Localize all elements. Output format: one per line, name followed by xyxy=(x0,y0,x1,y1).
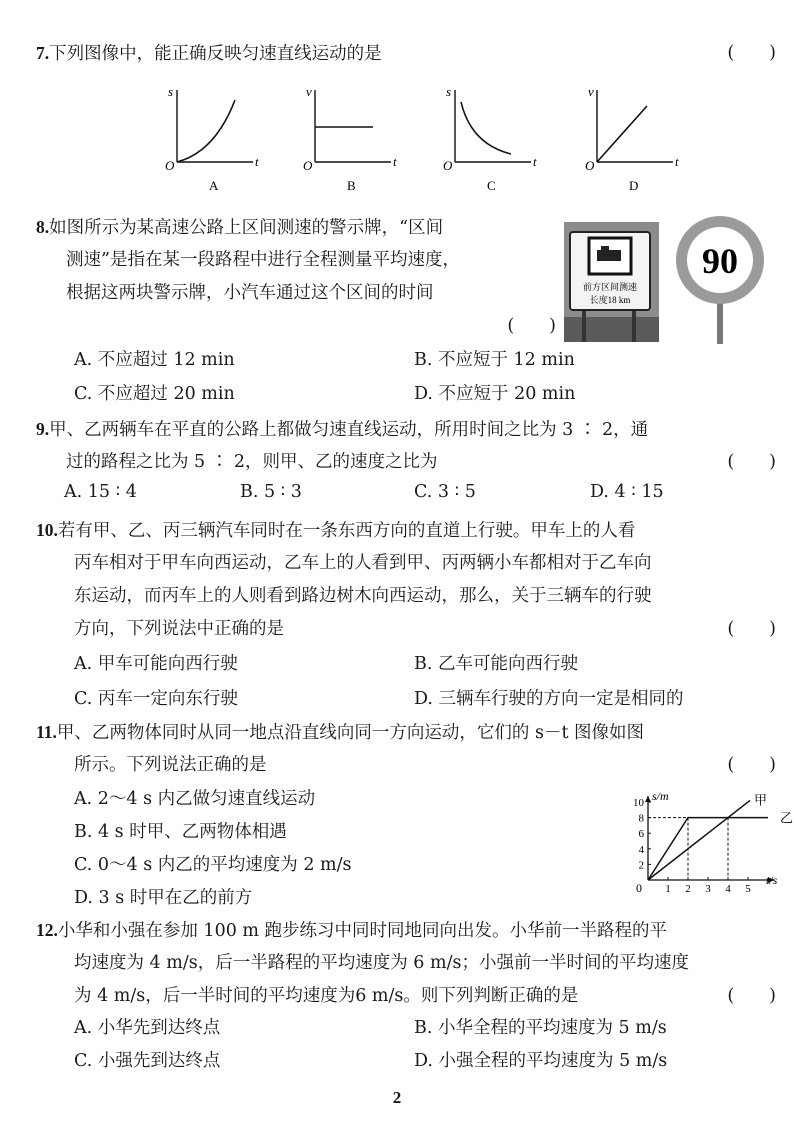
x-tick-label: 1 xyxy=(665,883,671,895)
graph-a-letter: A xyxy=(209,178,219,193)
graph-b-origin: O xyxy=(303,158,313,173)
answer-paren: ( ) xyxy=(727,986,776,1006)
question-number: 8. xyxy=(36,217,50,237)
x-tick-label: 3 xyxy=(705,883,711,895)
sign-text-2: 长度18 km xyxy=(589,295,631,305)
x-tick-label: 4 xyxy=(725,883,731,895)
series-jia-line xyxy=(648,800,750,880)
graph-b-ylabel: v xyxy=(306,84,312,99)
graph-c-xlabel: t xyxy=(533,154,537,169)
question-line: 为 4 m/s，后一半时间的平均速度为6 m/s。则下列判断正确的是 xyxy=(74,986,579,1006)
option-b: B. 不应短于 12 min xyxy=(414,350,575,370)
question-7 xyxy=(36,37,776,70)
graph-d-origin: O xyxy=(585,158,595,173)
question-10 xyxy=(36,514,776,646)
option-b: B. 乙车可能向西行驶 xyxy=(414,654,578,674)
question-8 xyxy=(36,211,556,343)
series-label-yi: 乙 xyxy=(780,810,794,826)
graph-d-xlabel: t xyxy=(675,154,679,169)
question-11 xyxy=(36,716,776,782)
option-b: B. 小华全程的平均速度为 5 m/s xyxy=(414,1018,667,1038)
question-line: 根据这两块警示牌，小汽车通过这个区间的时间 xyxy=(66,283,434,303)
y-tick-label: 10 xyxy=(633,797,644,809)
option-a: A. 甲车可能向西行驶 xyxy=(74,654,238,674)
option-a: A. 小华先到达终点 xyxy=(74,1018,221,1038)
option-a: A. 不应超过 12 min xyxy=(74,350,235,370)
graph-c-letter: C xyxy=(487,178,496,193)
question-12 xyxy=(36,914,776,1013)
question-stem: 下列图像中，能正确反映匀速直线运动的是 xyxy=(49,44,382,64)
question-line: 丙车相对于甲车向西运动，乙车上的人看到甲、丙两辆小车都相对于乙车向 xyxy=(74,553,652,573)
option-c: C. 不应超过 20 min xyxy=(74,384,235,404)
answer-paren: ( ) xyxy=(727,755,776,775)
graph-a-ylabel: s xyxy=(168,84,174,99)
q7-graphs xyxy=(150,82,710,197)
question-number: 12. xyxy=(36,920,58,940)
graph-a-xlabel: t xyxy=(255,154,259,169)
answer-paren: ( ) xyxy=(507,316,556,336)
question-line: 甲、乙两辆车在平直的公路上都做匀速直线运动，所用时间之比为 3 ∶ 2，通 xyxy=(49,420,649,440)
graph-a xyxy=(165,84,259,193)
option-a: A. 15 ∶ 4 xyxy=(64,482,137,502)
answer-paren: ( ) xyxy=(727,452,776,472)
y-axis-label: s/m xyxy=(652,789,669,803)
option-c: C. 3 ∶ 5 xyxy=(414,482,476,502)
question-line: 小华和小强在参加 100 m 跑步练习中同时同地同向出发。小华前一半路程的平 xyxy=(57,921,668,941)
graph-b xyxy=(303,84,397,193)
q11-st-chart xyxy=(618,784,794,895)
graph-c-ylabel: s xyxy=(446,84,452,99)
option-b: B. 4 s 时甲、乙两物体相遇 xyxy=(74,822,287,842)
option-d: D. 小强全程的平均速度为 5 m/s xyxy=(414,1051,668,1071)
y-axis-arrow xyxy=(645,796,651,802)
graph-c-origin: O xyxy=(443,158,453,173)
option-c: C. 小强先到达终点 xyxy=(74,1051,221,1071)
graph-b-xlabel: t xyxy=(393,154,397,169)
option-d: D. 4 ∶ 15 xyxy=(590,482,664,502)
y-tick-label: 2 xyxy=(638,859,644,872)
question-line: 测速”是指在某一段路程中进行全程测量平均速度， xyxy=(66,250,460,270)
answer-paren: ( ) xyxy=(727,43,776,63)
question-line: 方向，下列说法中正确的是 xyxy=(74,619,284,639)
option-a: A. 2～4 s 内乙做匀速直线运动 xyxy=(74,789,316,809)
sign-text-1: 前方区间测速 xyxy=(582,282,638,292)
graph-c xyxy=(443,84,537,193)
option-b: B. 5 ∶ 3 xyxy=(240,482,302,502)
question-9 xyxy=(36,413,776,479)
y-tick-label: 8 xyxy=(638,812,644,825)
option-c: C. 0～4 s 内乙的平均速度为 2 m/s xyxy=(74,855,352,875)
series-label-jia: 甲 xyxy=(754,792,768,808)
question-number: 10. xyxy=(36,520,58,540)
q8-warning-signs xyxy=(564,212,774,344)
question-line: 东运动，而丙车上的人则看到路边树木向西运动，那么，关于三辆车的行驶 xyxy=(74,586,652,606)
question-line: 过的路程之比为 5 ∶ 2，则甲、乙的速度之比为 xyxy=(66,452,438,472)
graph-d xyxy=(585,84,679,193)
question-line: 均速度为 4 m/s，后一半路程的平均速度为 6 m/s；小强前一半时间的平均速度 xyxy=(74,953,689,973)
question-number: 9. xyxy=(36,419,50,439)
option-c: C. 丙车一定向东行驶 xyxy=(74,689,238,709)
question-line: 所示。下列说法正确的是 xyxy=(74,755,267,775)
y-tick-label: 6 xyxy=(638,828,644,841)
question-line: 甲、乙两物体同时从同一地点沿直线向同一方向运动，它们的 s－t 图像如图 xyxy=(56,723,645,743)
x-tick-label: 5 xyxy=(745,883,751,895)
question-line: 如图所示为某高速公路上区间测速的警示牌，“区间 xyxy=(49,218,444,238)
graph-a-origin: O xyxy=(165,158,175,173)
question-line: 若有甲、乙、丙三辆汽车同时在一条东西方向的直道上行驶。甲车上的人看 xyxy=(57,521,636,541)
x-tick-label: 2 xyxy=(685,883,691,895)
speed-limit-value: 90 xyxy=(702,241,738,281)
graph-d-letter: D xyxy=(629,178,639,193)
question-number: 7. xyxy=(36,43,50,63)
option-d: D. 三辆车行驶的方向一定是相同的 xyxy=(414,689,684,709)
option-d: D. 3 s 时甲在乙的前方 xyxy=(74,888,253,908)
series-yi-line xyxy=(648,818,768,880)
x-axis-label: t/s xyxy=(766,873,778,887)
graph-d-ylabel: v xyxy=(588,84,594,99)
graph-b-letter: B xyxy=(347,178,356,193)
option-d: D. 不应短于 20 min xyxy=(414,384,576,404)
answer-paren: ( ) xyxy=(727,619,776,639)
y-tick-label: 4 xyxy=(638,843,644,856)
page-number: 2 xyxy=(392,1088,402,1107)
question-number: 11. xyxy=(36,722,57,742)
origin-label: 0 xyxy=(636,881,642,895)
